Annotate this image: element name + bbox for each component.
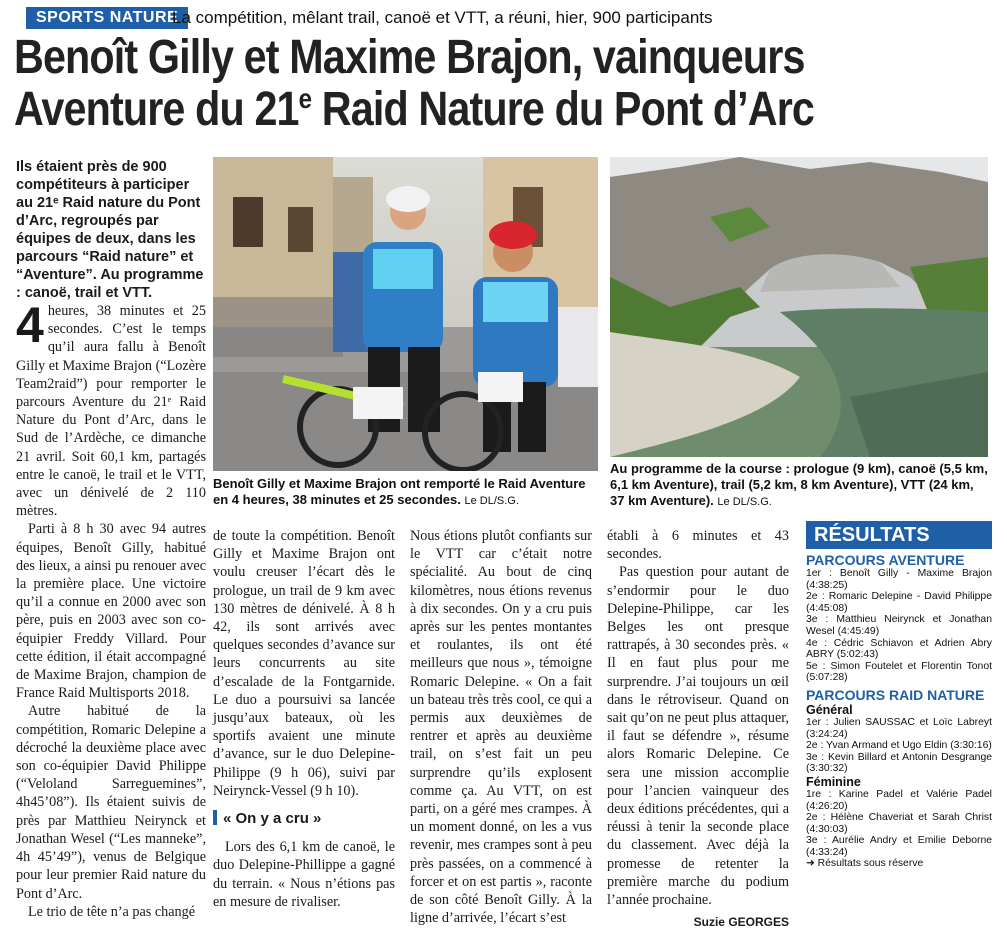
column-1 xyxy=(16,158,206,921)
results-feminine-title: Féminine xyxy=(806,774,861,789)
dropcap: 4 xyxy=(16,297,44,353)
headline-line-2-pre: Aventure du 21 xyxy=(14,83,299,136)
top-bar xyxy=(12,7,997,29)
paragraph: Pas question pour autant de s’endormir pour le duo Delepine-Philippe, car les Belges les ont presque rattrapés, à 30 secondes près. « Il en faut plus pour me surprendre. J’ai toujours un œil dans le rétroviseur. Quand on sait qu’on ne peut plus attaquer, il faut se défendre », résume alors Romaric Delepine. Ce sera une mission accomplie pour l’ancien vainqueur des deux éditions précédentes, qui a réussi à tenir la seconde place du classement. Avec déjà la promesse de retenter la première marche du podium l’année prochaine. xyxy=(607,564,789,909)
paragraph: de toute la compétition. Benoît Gilly et Maxime Brajon ont voulu creuser l’écart dès le prologue, un trail de 9 km avec 130 mètres de dénivelé. À 8 h 42, ils sont arrivés avec quelques secondes d’avance sur leurs concurrents au site d’escalade de la Fontgarnide. Le duo a poursuivi sa lancée jusqu’aux bateaux, où les sportifs avaient une minute d’avance, sur le duo Delepine-Philippe (9 h 06), suivi par Neirynck-Vessel (9 h 10). xyxy=(213,528,395,799)
headline xyxy=(14,32,861,136)
paragraph: Autre habitué de la compétition, Romaric Delepine a décroché la deuxième place avec son co-équipier David Philippe (“Veloland Sarreguemines”, 4h45’08”). Ils étaient suivis de près par Matthieu Neirynck et Jonathan Wesel (“Les manneke”, 4h 45’49”), venus de Belgique pour leur premier Raid nature du Pont d’Arc. xyxy=(16,703,206,902)
photo-credit: Le DL/S.G. xyxy=(717,496,772,508)
photo-winners-caption: Benoît Gilly et Maxime Brajon ont remporté le Raid Aventure en 4 heures, 38 minutes et 25 secondes. Le DL/S.G. xyxy=(213,476,586,507)
results-aventure-title: PARCOURS AVENTURE xyxy=(806,552,965,568)
intro: Ils étaient près de 900 compétiteurs à participer au 21ᵉ Raid nature du Pont d’Arc, regroupés par équipes de deux, dans les parcours “Raid nature” et “Aventure”. Au programme : canoë, trail et VTT. xyxy=(16,159,204,301)
paragraph: 4 heures, 38 minutes et 25 secondes. C’est le temps qu’il aura fallu à Benoît Gilly et Maxime Brajon (“Lozère Team2raid”) pour remporter le parcours Aventure du 21ᵉ Raid Nature du Pont d’Arc, dans le Sud de l’Ardèche, ce dimanche 21 avril. Soit 60,1 km, partagés entre le canoë, le trail et le VTT, avec un dénivelé de 2 110 mètres. xyxy=(16,297,206,520)
column-2 xyxy=(213,527,395,911)
paragraph: Lors des 6,1 km de canoë, le duo Delepine-Phillippe a gagné du terrain. « Nous n’étions pas en mesure de rivaliser. xyxy=(213,839,395,910)
section-rubric: SPORTS NATURE xyxy=(26,7,188,29)
subheading-bar xyxy=(213,810,217,825)
result-line: 4e : Cédric Schiavon et Adrien Abry ABRY (5:02:43) xyxy=(806,637,992,661)
headline-sup: e xyxy=(298,83,312,114)
photo-pont-darc-caption: Au programme de la course : prologue (9 km), canoë (5,5 km, 6,1 km Aventure), trail (5,2 km, 8 km Aventure), VTT (24 km, 37 km Aventure). Le DL/S.G. xyxy=(610,461,988,508)
paragraph: Nous étions plutôt confiants sur le VTT car c’était notre spécialité. Au bout de cinq kilomètres, nous étions revenus à dix secondes. On y a cru puis après sur les pentes montantes et roulantes, ils ont été meilleurs que nous », témoigne Romaric Delepine. « On a fait un bateau très très cool, ce qui a permis aux deuxièmes de rentrer et après au deuxième trail, on s’est fait un peu surprendre qu’ils explosent comme ça. Au VTT, on est parti, on a géré mes crampes. À un moment donné, on les a vus revenir, mes crampes sont à peu près passées, on a commencé à forcer et on est partis », raconte de son côté Benoît Gilly. À la ligne d’arrivée, l’écart s’est xyxy=(410,528,592,927)
results-note: ➜ Résultats sous réserve xyxy=(806,858,924,870)
column-4 xyxy=(607,527,789,931)
photo-credit: Le DL/S.G. xyxy=(464,495,519,507)
result-line: 2e : Romaric Delepine - David Philippe (4:45:08) xyxy=(806,591,992,614)
photo-winners xyxy=(213,157,598,471)
byline: Suzie GEORGES xyxy=(693,915,789,930)
results-general-title: Général xyxy=(806,702,853,717)
headline-line-1: Benoît Gilly et Maxime Brajon, vainqueurs xyxy=(14,31,805,84)
headline-line-2-post: Raid Nature du Pont d’Arc xyxy=(311,83,815,136)
paragraph: établi à 6 minutes et 43 secondes. xyxy=(607,528,789,563)
result-line: 3e : Kevin Billard et Antonin Desgrange (3:30:32) xyxy=(806,751,992,775)
result-line: 3e : Matthieu Neirynck et Jonathan Wesel (4:45:49) xyxy=(806,614,992,637)
result-line: 1er : Benoît Gilly - Maxime Brajon (4:38:25) xyxy=(806,568,992,591)
photo-pont-darc xyxy=(610,157,988,457)
result-line: 2e : Yvan Armand et Ugo Eldin (3:30:16) xyxy=(806,740,992,752)
result-line: 2e : Hélène Chaveriat et Sarah Christ (4:30:03) xyxy=(806,812,992,835)
results-box xyxy=(806,521,992,870)
result-line: 3e : Aurélie Andry et Emilie Deborne (4:33:24) xyxy=(806,835,992,858)
result-line: 5e : Simon Foutelet et Florentin Tonot (5:07:28) xyxy=(806,660,992,684)
kicker: La compétition, mêlant trail, canoë et VTT, a réuni, hier, 900 participants xyxy=(172,8,713,27)
results-raid-title: PARCOURS RAID NATURE xyxy=(806,686,985,703)
paragraph: Le trio de tête n’a pas changé xyxy=(28,903,196,920)
column-3 xyxy=(410,527,592,927)
subheading: « On y a cru » xyxy=(213,810,395,828)
result-line: 1er : Julien SAUSSAC et Loïc Labreyt (3:24:24) xyxy=(806,716,992,740)
paragraph: Parti à 8 h 30 avec 94 autres équipes, Benoît Gilly, habitué des lieux, a ainsi pu renouer avec la première place. Une victoire qu’il a connue en 2000 avec son père, puis en 2003 avec son co-équipier Freddy Villard. Pour cette édition, il était accompagné de Maxime Brajon, champion de France Raid Multisports 2018. xyxy=(16,521,206,702)
result-line: 1re : Karine Padel et Valérie Padel (4:26:20) xyxy=(806,788,992,812)
results-title: RÉSULTATS xyxy=(806,521,992,549)
